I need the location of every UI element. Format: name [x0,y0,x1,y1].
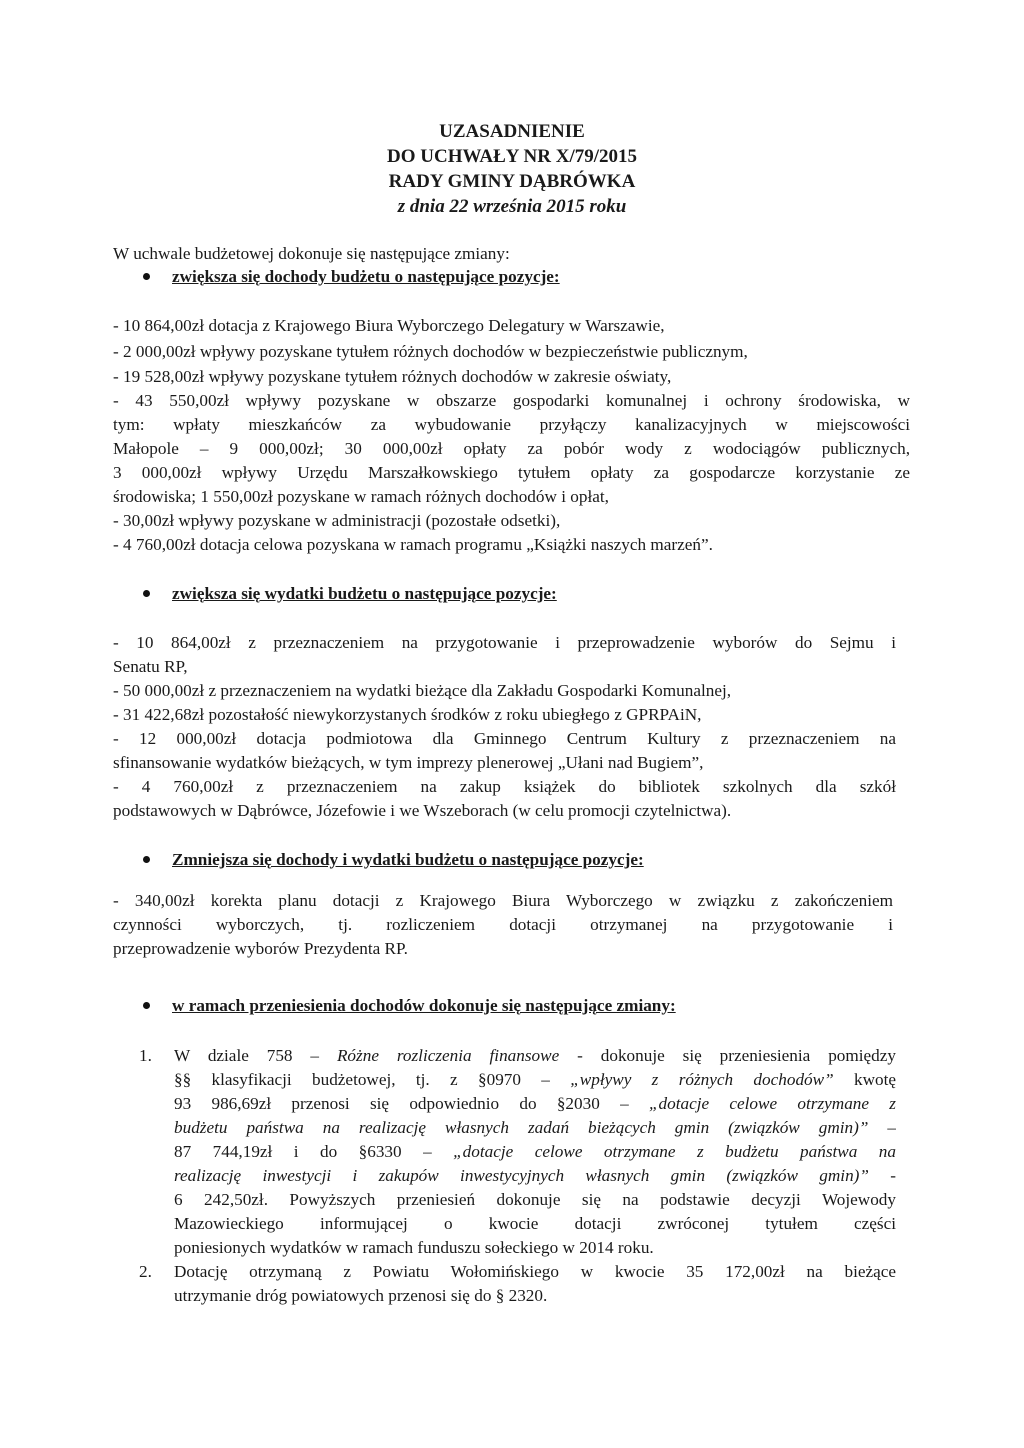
income-line: tym: wpłaty mieszkańców za wybudowanie przyłączy kanalizacyjnych w miejscowości [113,415,910,434]
income-line: Małopole – 9 000,00zł; 30 000,00zł opłaty za pobór wody z wodociągów publicznych, [113,439,910,458]
transfer-line: Mazowieckiego informującej o kwocie dotacji zwróconej tytułem części [174,1214,896,1233]
expense-line: - 12 000,00zł dotacja podmiotowa dla Gminnego Centrum Kultury z przeznaczeniem na [113,729,896,748]
expense-line: - 31 422,68zł pozostałość niewykorzystanych środków z roku ubiegłego z GPRPAiN, [113,705,702,724]
expense-line: podstawowych w Dąbrówce, Józefowie i we Wszeborach (w celu promocji czytelnictwa). [113,801,732,820]
income-line: 3 000,00zł wpływy Urzędu Marszałkowskiego tytułem opłaty za gospodarcze korzystanie ze [113,463,910,482]
bullet-icon [143,273,150,280]
doc-date: z dnia 22 września 2015 roku [397,196,627,217]
expense-line: - 4 760,00zł z przeznaczeniem na zakup książek do bibliotek szkolnych dla szkół [113,777,896,796]
expense-line: sfinansowanie wydatków bieżących, w tym imprezy plenerowej „Ułani nad Bugiem”, [113,753,704,772]
list-number: 1. [139,1046,152,1065]
transfer-line: 93 986,69zł przenosi się odpowiednio do §2030 – „dotacje celowe otrzymane z [174,1094,896,1113]
list-number: 2. [139,1262,152,1281]
decrease-line: czynności wyborczych, tj. rozliczeniem dotacji otrzymanej na przygotowanie i [113,915,893,934]
income-line: środowiska; 1 550,00zł pozyskane w ramach różnych dochodów i opłat, [113,487,609,506]
decrease-line: przeprowadzenie wyborów Prezydenta RP. [113,939,408,958]
income-line: - 4 760,00zł dotacja celowa pozyskana w ramach programu „Książki naszych marzeń”. [113,535,713,554]
transfer-line: budżetu państwa na realizację własnych zadań bieżących gmin (związków gmin)” – [174,1118,896,1137]
expense-line: Senatu RP, [113,657,188,676]
bullet-icon [143,590,150,597]
income-line: - 30,00zł wpływy pozyskane w administracji (pozostałe odsetki), [113,511,561,530]
transfer-line: utrzymanie dróg powiatowych przenosi się do § 2320. [174,1286,548,1305]
doc-subtitle-resolution: DO UCHWAŁY NR X/79/2015 [387,146,637,167]
decrease-line: - 340,00zł korekta planu dotacji z Krajowego Biura Wyborczego w związku z zakończeniem [113,891,893,910]
bullet-icon [143,856,150,863]
bullet-icon [143,1002,150,1009]
income-line: - 10 864,00zł dotacja z Krajowego Biura Wyborczego Delegatury w Warszawie, [113,316,665,335]
income-line: - 2 000,00zł wpływy pozyskane tytułem różnych dochodów w bezpieczeństwie publicznym, [113,342,748,361]
transfer-line: §§ klasyfikacji budżetowej, tj. z §0970 – „wpływy z różnych dochodów” kwotę [174,1070,896,1089]
section-income-increase-heading: zwiększa się dochody budżetu o następujące pozycje: [172,267,560,286]
income-line: - 43 550,00zł wpływy pozyskane w obszarze gospodarki komunalnej i ochrony środowiska, w [113,391,910,410]
transfer-line: 6 242,50zł. Powyższych przeniesień dokonuje się na podstawie decyzji Wojewody [174,1190,896,1209]
transfer-line: 87 744,19zł i do §6330 – „dotacje celowe otrzymane z budżetu państwa na [174,1142,896,1161]
income-line: - 19 528,00zł wpływy pozyskane tytułem różnych dochodów w zakresie oświaty, [113,367,672,386]
expense-line: - 50 000,00zł z przeznaczeniem na wydatki bieżące dla Zakładu Gospodarki Komunalnej, [113,681,732,700]
transfer-line: poniesionych wydatków w ramach funduszu sołeckiego w 2014 roku. [174,1238,654,1257]
intro-text: W uchwale budżetowej dokonuje się następujące zmiany: [113,244,510,263]
section-transfer-heading: w ramach przeniesienia dochodów dokonuje się następujące zmiany: [172,996,676,1015]
transfer-line: Dotację otrzymaną z Powiatu Wołomińskiego w kwocie 35 172,00zł na bieżące [174,1262,896,1281]
doc-title: UZASADNIENIE [439,121,585,142]
transfer-line: W dziale 758 – Różne rozliczenia finansowe - dokonuje się przeniesienia pomiędzy [174,1046,896,1065]
section-decrease-heading: Zmniejsza się dochody i wydatki budżetu o następujące pozycje: [172,850,644,869]
doc-subtitle-council: RADY GMINY DĄBRÓWKA [388,171,636,192]
section-expense-increase-heading: zwiększa się wydatki budżetu o następujące pozycje: [172,584,557,603]
transfer-line: realizację inwestycji i zakupów inwestycyjnych własnych gmin (związków gmin)” - [174,1166,896,1185]
expense-line: - 10 864,00zł z przeznaczeniem na przygotowanie i przeprowadzenie wyborów do Sejmu i [113,633,896,652]
